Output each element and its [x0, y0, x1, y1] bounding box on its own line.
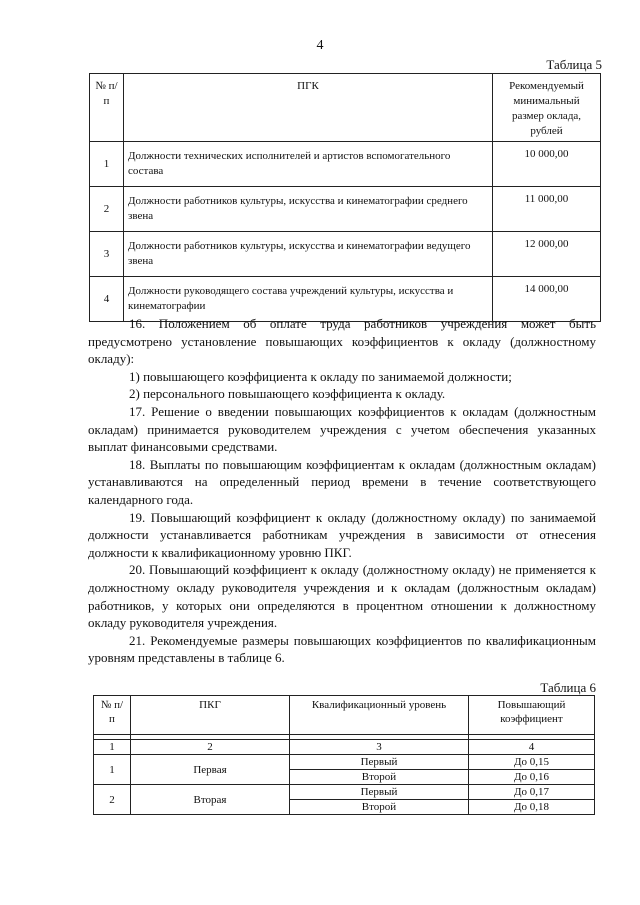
table6-caption: Таблица 6 [540, 680, 596, 695]
list-item-2: 2) персонального повышающего коэффициента к окладу. [129, 386, 446, 402]
table5-header-salary: Рекомендуемый минимальный размер оклада, рублей [493, 74, 601, 142]
table5-cell-value: 14 000,00 [493, 277, 601, 322]
table5-cell-value: 12 000,00 [493, 232, 601, 277]
table6-colnum: 3 [290, 740, 469, 755]
table5-cell-name: Должности технических исполнителей и артистов вспомогательного состава [124, 142, 493, 187]
table5 [89, 73, 601, 322]
table-row [94, 755, 595, 770]
table5-cell-value: 10 000,00 [493, 142, 601, 187]
table5-cell-num: 1 [90, 142, 124, 187]
table6-cell-level: Второй [290, 800, 469, 815]
paragraph-19: 19. Повышающий коэффициент к окладу (должностному окладу) по занимаемой должности устанавливается работникам учреждения в зависимости от отнесения должности к квалификационному уровню ПКГ. [88, 509, 596, 560]
table-row [94, 785, 595, 800]
table5-cell-num: 3 [90, 232, 124, 277]
table5-cell-num: 4 [90, 277, 124, 322]
table6-cell-level: Второй [290, 770, 469, 785]
table6-cell-coef: До 0,16 [469, 770, 595, 785]
page-number: 4 [316, 38, 324, 53]
table-row [90, 142, 601, 187]
paragraph-20: 20. Повышающий коэффициент к окладу (должностному окладу) не применяется к должностному окладу руководителя учреждения и к окладам (должностным окладам) работников, у которых они определяются в процентном отношении к должностному окладу руководителя учреждения. [88, 562, 596, 631]
table5-cell-name: Должности работников культуры, искусства и кинематографии среднего звена [124, 187, 493, 232]
table6-header-pkg: ПКГ [131, 696, 290, 735]
paragraph-18: 18. Выплаты по повышающим коэффициентам к окладам (должностным окладам) устанавливаются на определенный период времени в течение соответствующего календарного года. [88, 456, 596, 507]
table5-header-num: № п/п [90, 74, 124, 142]
table6 [93, 695, 595, 815]
table6-header-row [94, 696, 595, 735]
table5-cell-num: 2 [90, 187, 124, 232]
table6-column-numbers-row [94, 740, 595, 755]
table5-cell-value: 11 000,00 [493, 187, 601, 232]
table6-colnum: 1 [94, 740, 131, 755]
table5-cell-name: Должности работников культуры, искусства и кинематографии ведущего звена [124, 232, 493, 277]
table6-header-num: № п/п [94, 696, 131, 735]
paragraph-21: 21. Рекомендуемые размеры повышающих коэффициентов по квалификационным уровням представлены в таблице 6. [88, 632, 596, 666]
paragraph-16: 16. Положением об оплате труда работников учреждения может быть предусмотрено установление повышающих коэффициентов к окладу (должностному окладу): [88, 316, 596, 367]
table6-header-level: Квалификационный уровень [290, 696, 469, 735]
list-item-1: 1) повышающего коэффициента к окладу по занимаемой должности; [129, 368, 512, 384]
table6-cell-pkg: Первая [131, 755, 290, 785]
table6-cell-pkg: Вторая [131, 785, 290, 815]
paragraph-17: 17. Решение о введении повышающих коэффициентов к окладам (должностным окладам) принимается руководителем учреждения с учетом обеспечения указанных выплат финансовыми средствами. [88, 403, 596, 455]
table6-colnum: 4 [469, 740, 595, 755]
table6-cell-coef: До 0,18 [469, 800, 595, 815]
table6-cell-coef: До 0,15 [469, 755, 595, 770]
body-text [88, 315, 596, 667]
table6-cell-num: 2 [94, 785, 131, 815]
table-row [90, 232, 601, 277]
table6-cell-level: Первый [290, 785, 469, 800]
table6-header-coef: Повышающий коэффициент [469, 696, 595, 735]
table6-cell-num: 1 [94, 755, 131, 785]
table5-header-row [90, 74, 601, 142]
table5-cell-name: Должности руководящего состава учреждений культуры, искусства и кинематографии [124, 277, 493, 322]
table6-cell-level: Первый [290, 755, 469, 770]
table6-cell-coef: До 0,17 [469, 785, 595, 800]
table-row [90, 187, 601, 232]
table5-caption: Таблица 5 [546, 57, 602, 72]
table5-header-pgk: ПГК [124, 74, 493, 142]
table6-colnum: 2 [131, 740, 290, 755]
